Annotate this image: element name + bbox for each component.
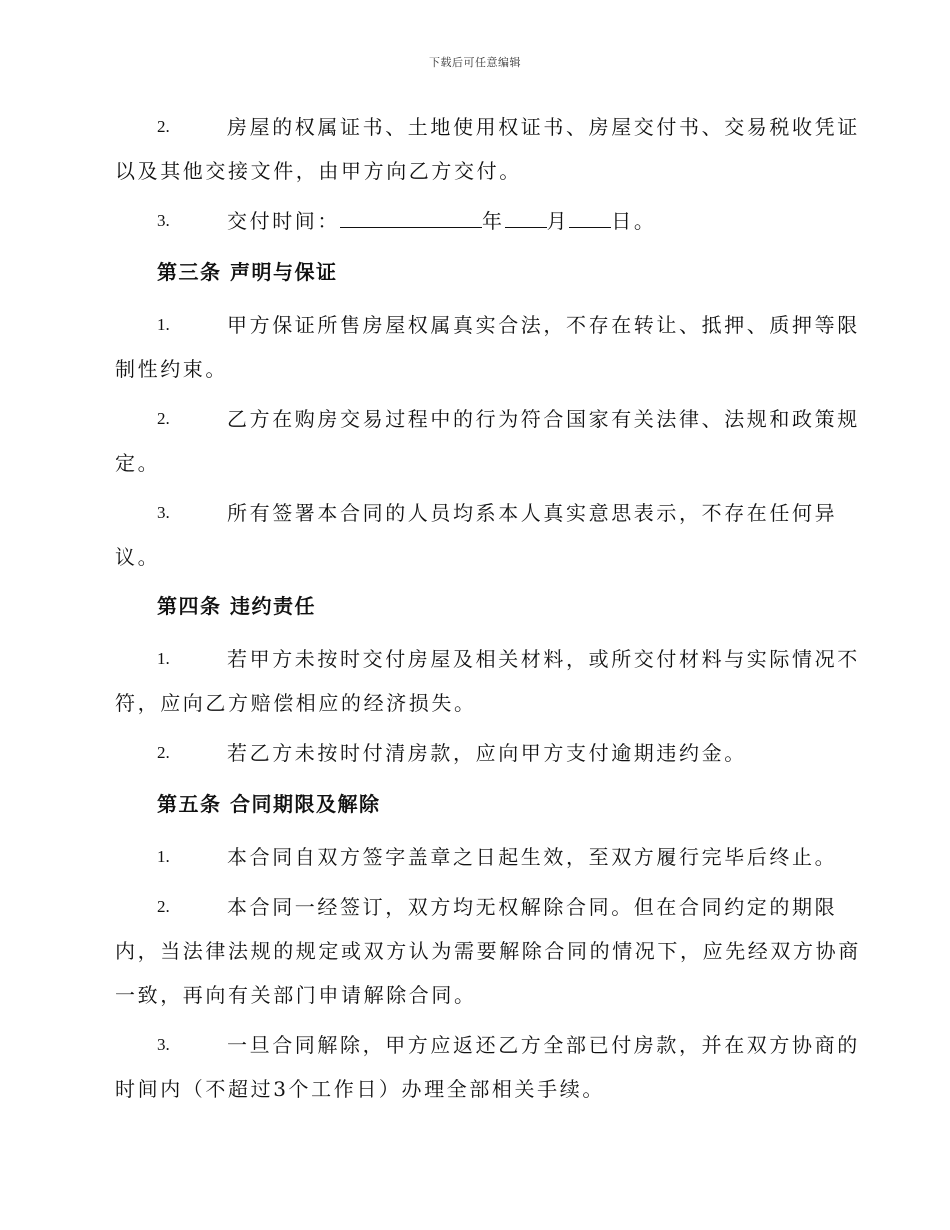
item-text: 本合同一经签订，双方均无权解除合同。但在合同约定的期限 <box>227 895 838 919</box>
month-label: 月 <box>546 209 570 233</box>
item-number: 1. <box>157 649 170 668</box>
item-text: 本合同自双方签字盖章之日起生效，至双方履行完毕后终止。 <box>227 845 838 869</box>
item-text: 所有签署本合同的人员均系本人真实意思表示，不存在任何异 <box>227 501 838 525</box>
month-blank <box>505 199 547 228</box>
clause-item <box>115 731 835 775</box>
item-text: 若甲方未按时交付房屋及相关材料，或所交付材料与实际情况不 <box>227 647 860 671</box>
item-text-continued: 时间内（不超过3个工作日）办理全部相关手续。 <box>115 1077 605 1101</box>
delivery-time-label: 交付时间： <box>227 209 340 233</box>
item-number: 2. <box>157 409 170 428</box>
day-label: 日。 <box>611 209 657 233</box>
clause-item <box>115 637 860 725</box>
item-number: 3. <box>157 503 170 522</box>
item-number: 1. <box>157 315 170 334</box>
clause-item <box>115 835 838 879</box>
item-number: 3. <box>157 211 170 230</box>
item-number: 2. <box>157 897 170 916</box>
delivery-time-line <box>115 199 835 243</box>
item-text-continued: 符，应向乙方赔偿相应的经济损失。 <box>115 691 477 715</box>
item-text: 房屋的权属证书、土地使用权证书、房屋交付书、交易税收凭证 <box>227 115 860 139</box>
page-header: 下载后可任意编辑 <box>429 56 521 69</box>
section-heading-article-4: 第四条 违约责任 <box>157 594 316 618</box>
item-text-continued: 内，当法律法规的规定或双方认为需要解除合同的情况下，应先经双方协商 <box>115 939 861 963</box>
item-number: 3. <box>157 1035 170 1054</box>
item-number: 2. <box>157 117 170 136</box>
clause-item <box>115 303 860 391</box>
year-blank <box>340 199 482 228</box>
section-heading-article-3: 第三条 声明与保证 <box>157 260 338 284</box>
item-text-continued: 以及其他交接文件，由甲方向乙方交付。 <box>115 159 522 183</box>
clause-item <box>115 397 860 485</box>
clause-item <box>115 885 861 1017</box>
clause-item <box>115 1023 860 1111</box>
clause-item <box>115 105 860 193</box>
item-text: 若乙方未按时付清房款，应向甲方支付逾期违约金。 <box>227 741 747 765</box>
item-number: 1. <box>157 847 170 866</box>
item-text: 乙方在购房交易过程中的行为符合国家有关法律、法规和政策规 <box>227 407 860 431</box>
item-text: 甲方保证所售房屋权属真实合法，不存在转让、抵押、质押等限 <box>227 313 860 337</box>
item-number: 2. <box>157 743 170 762</box>
item-text: 一旦合同解除，甲方应返还乙方全部已付房款，并在双方协商的 <box>227 1033 860 1057</box>
day-blank <box>569 199 611 228</box>
item-text-continued: 定。 <box>115 451 161 475</box>
item-text-continued-2: 一致，再向有关部门申请解除合同。 <box>115 983 477 1007</box>
year-label: 年 <box>482 209 505 233</box>
item-text-continued: 制性约束。 <box>115 357 228 381</box>
item-text-continued: 议。 <box>115 545 161 569</box>
section-heading-article-5: 第五条 合同期限及解除 <box>157 792 381 816</box>
delivery-time-item <box>115 199 835 243</box>
clause-item <box>115 491 838 579</box>
